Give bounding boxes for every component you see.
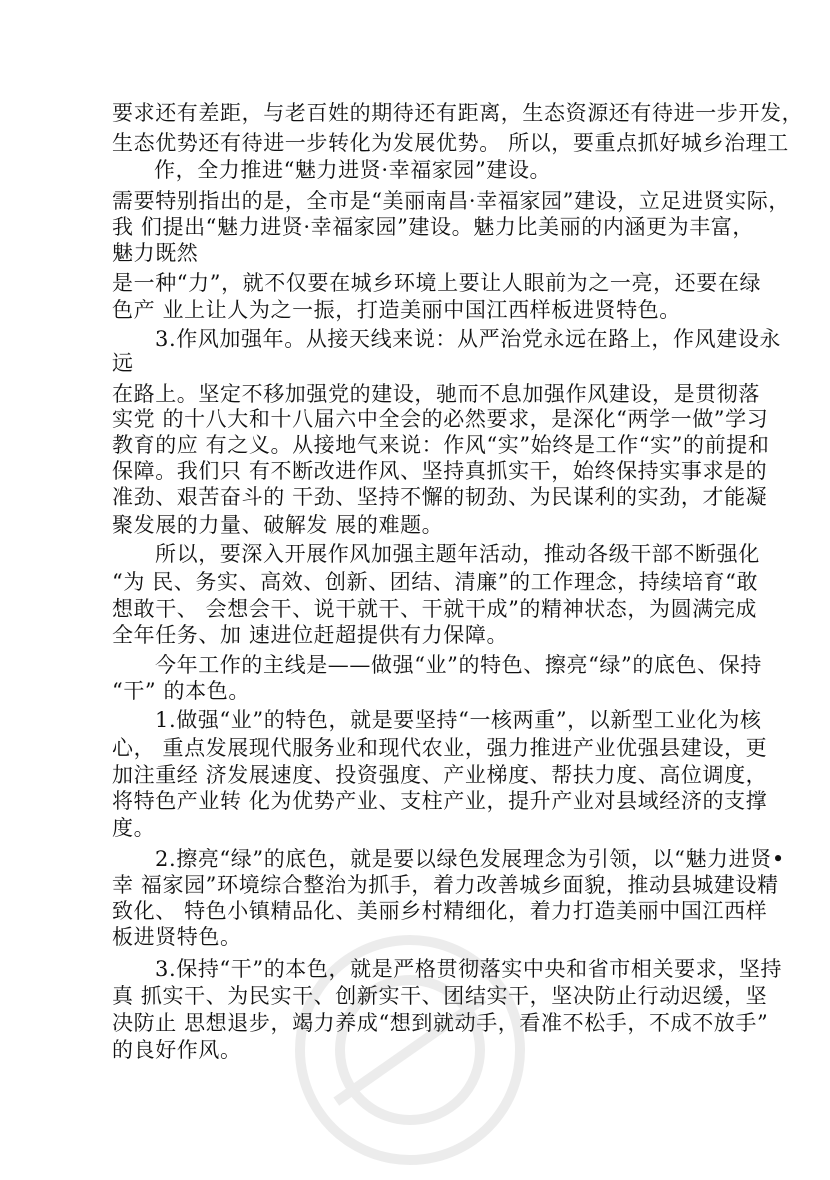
- text-line: 远: [112, 351, 134, 375]
- text-line: 全年任务、加 速进位赶超提供有力保障。: [112, 623, 509, 647]
- text-line: 心， 重点发展现代服务业和现代农业，强力推进产业优强县建设，更: [112, 736, 768, 760]
- text-line: 加注重经 济发展速度、投资强度、产业梯度、帮扶力度、高位调度，: [112, 763, 768, 787]
- text-line: 生态优势还有待进一步转化为发展优势。 所以，要重点抓好城乡治理工: [112, 131, 789, 155]
- text-line: 要求还有差距，与老百姓的期待还有距离，生态资源还有待进一步开发，: [112, 101, 804, 125]
- text-line: 的良好作风。: [112, 1038, 242, 1062]
- text-line: 幸 福家园”环境综合整治为抓手，着力改善城乡面貌，推动县城建设精: [112, 873, 779, 897]
- text-line: 保障。我们只 有不断改进作风、坚持真抓实干，始终保持实事求是的: [112, 459, 768, 483]
- text-line: 所以，要深入开展作风加强主题年活动，推动各级干部不断强化: [155, 542, 760, 566]
- text-line: 教育的应 有之义。从接地气来说：作风“实”始终是工作“实”的前提和: [112, 433, 770, 457]
- text-line: 真 抓实干、为民实干、创新实干、团结实干，坚决防止行动迟缓，坚: [112, 984, 768, 1008]
- text-line: 2.擦亮“绿”的底色，就是要以绿色发展理念为引领，以“魅力进贤•: [155, 847, 785, 871]
- text-line: 3.作风加强年。从接天线来说：从严治党永远在路上，作风建设永: [155, 327, 782, 351]
- text-line: 在路上。坚定不移加强党的建设，驰而不息加强作风建设，是贯彻落: [112, 382, 760, 406]
- text-line: 决防止 思想退步，竭力养成“想到就动手，看准不松手，不成不放手”: [112, 1011, 769, 1035]
- text-line: “干” 的本色。: [112, 679, 250, 703]
- text-line: 聚发展的力量、破解发 展的难题。: [112, 513, 444, 537]
- text-line: 色产 业上让人为之一振，打造美丽中国江西样板进贤特色。: [112, 298, 681, 322]
- text-line: 将特色产业转 化为优势产业、支柱产业，提升产业对县域经济的支撑: [112, 789, 768, 813]
- text-line: 是一种“力”，就不仅要在城乡环境上要让人眼前为之一亮，还要在绿: [112, 271, 762, 295]
- text-line: 准劲、艰苦奋斗的 干劲、坚持不懈的韧劲、为民谋利的实劲，才能凝: [112, 485, 768, 509]
- text-line: “为 民、务实、高效、创新、团结、清廉”的工作理念，持续培育“敢: [112, 570, 759, 594]
- text-line: 实党 的十八大和十八届六中全会的必然要求，是深化“两学一做”学习: [112, 407, 769, 431]
- text-line: 今年工作的主线是——做强“业”的特色、擦亮“绿”的底色、保持: [155, 653, 762, 677]
- text-line: 度。: [112, 816, 156, 840]
- text-line: 板进贤特色。: [112, 925, 242, 949]
- text-line: 我 们提出“魅力进贤·幸福家园”建设。魅力比美丽的内涵更为丰富，: [112, 215, 755, 239]
- text-line: 魅力既然: [112, 241, 199, 265]
- text-line: 想敢干、 会想会干、说干就干、干就干成”的精神状态，为圆满完成: [112, 597, 758, 621]
- text-line: 作，全力推进“魅力进贤·幸福家园”建设。: [154, 158, 552, 182]
- text-line: 需要特别指出的是，全市是“美丽南昌·幸福家园”建设，立足进贤实际，: [112, 189, 790, 213]
- text-line: 1.做强“业”的特色，就是要坚持“一核两重”，以新型工业化为核: [155, 708, 762, 732]
- text-line: 致化、 特色小镇精品化、美丽乡村精细化，着力打造美丽中国江西样: [112, 899, 768, 923]
- text-line: 3.保持“干”的本色，就是严格贯彻落实中央和省市相关要求，坚持: [155, 957, 783, 981]
